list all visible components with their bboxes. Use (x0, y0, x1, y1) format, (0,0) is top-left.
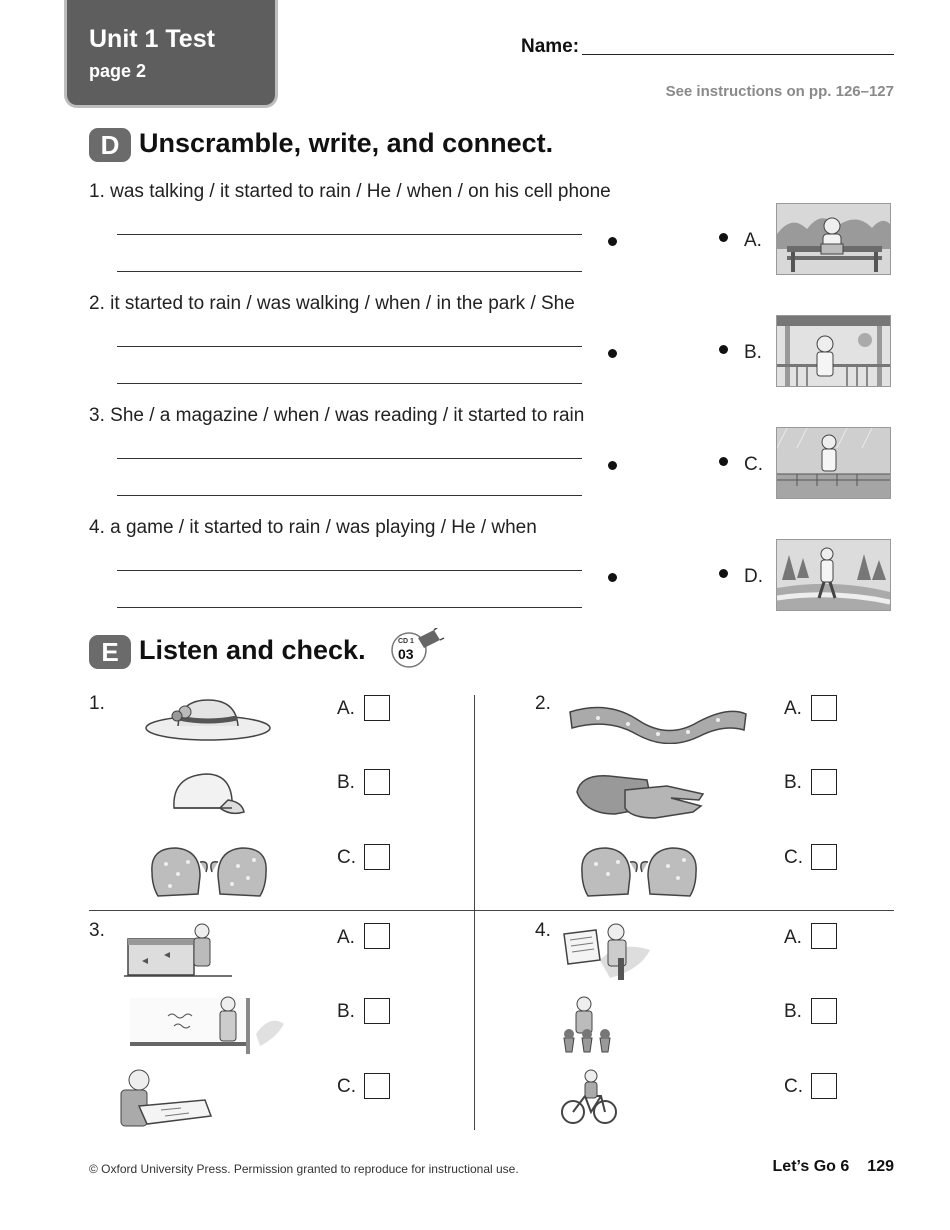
e-q2-option-a: A. (784, 698, 802, 719)
d-item-4: 4. a game / it started to rain / was playing / He / when (89, 517, 537, 538)
page-footer (773, 1158, 894, 1176)
picture-boy-riding-bicycle (561, 1068, 617, 1126)
section-d-title: Unscramble, write, and connect. (139, 128, 554, 158)
e-question-2-number: 2. (535, 693, 551, 714)
picture-boy-porch (776, 315, 891, 387)
e-q2-option-c: C. (784, 847, 803, 868)
checkbox-q2-b[interactable] (811, 769, 837, 795)
unit-title: Unit 1 Test (89, 25, 215, 53)
grid-divider-vertical (474, 695, 475, 1130)
e-q4-option-b: B. (784, 1001, 802, 1022)
e-q1-option-b: B. (337, 772, 355, 793)
page-number: 129 (867, 1158, 894, 1175)
picture-boy-tennis (776, 427, 891, 499)
answer-line[interactable] (117, 383, 582, 384)
connect-dot[interactable] (608, 573, 617, 582)
checkbox-q1-c[interactable] (364, 844, 390, 870)
picture-girl-planting-flowers (560, 994, 616, 1054)
page-label: page 2 (89, 61, 147, 81)
e-question-1-number: 1. (89, 693, 105, 714)
checkbox-q4-a[interactable] (811, 923, 837, 949)
checkbox-q3-c[interactable] (364, 1073, 390, 1099)
checkbox-q4-c[interactable] (811, 1073, 837, 1099)
checkbox-q1-a[interactable] (364, 695, 390, 721)
book-title: Let’s Go 6 (772, 1158, 850, 1175)
e-q2-option-b: B. (784, 772, 802, 793)
e-q1-option-c: C. (337, 847, 356, 868)
cd-label: CD 1 (398, 638, 414, 645)
e-question-3-number: 3. (89, 920, 105, 941)
option-b-label: B. (744, 342, 762, 363)
checkbox-q1-b[interactable] (364, 769, 390, 795)
e-q1-option-a: A. (337, 698, 355, 719)
instructions-note: See instructions on pp. 126–127 (665, 83, 894, 100)
answer-line[interactable] (117, 271, 582, 272)
connect-dot[interactable] (719, 569, 728, 578)
grid-divider-horizontal (89, 910, 894, 911)
checkbox-q3-a[interactable] (364, 923, 390, 949)
checkbox-q4-b[interactable] (811, 998, 837, 1024)
connect-dot[interactable] (719, 233, 728, 242)
connect-dot[interactable] (608, 237, 617, 246)
e-q3-option-b: B. (337, 1001, 355, 1022)
answer-line[interactable] (117, 234, 582, 235)
d-item-2: 2. it started to rain / was walking / when / in the park / She (89, 293, 575, 314)
unit-tab (67, 0, 275, 105)
picture-woman-reading-newspaper (560, 920, 652, 980)
picture-boy-drawing (117, 1066, 213, 1128)
d-item-1: 1. was talking / it started to rain / He / when / on his cell phone (89, 181, 611, 202)
d-item-3: 3. She / a magazine / when / was reading / it started to rain (89, 405, 585, 426)
option-a-label: A. (744, 230, 762, 251)
section-e-badge: E (89, 635, 131, 669)
picture-mittens (578, 842, 700, 898)
e-q3-option-a: A. (337, 927, 355, 948)
e-q3-option-c: C. (337, 1076, 356, 1097)
option-c-label: C. (744, 454, 763, 475)
connect-dot[interactable] (719, 457, 728, 466)
answer-line[interactable] (117, 570, 582, 571)
picture-boy-whiteboard (130, 994, 290, 1054)
picture-boy-fish-tank (124, 921, 234, 979)
answer-line[interactable] (117, 346, 582, 347)
picture-mittens (148, 842, 270, 898)
picture-scarf (568, 698, 748, 744)
e-q4-option-a: A. (784, 927, 802, 948)
connect-dot[interactable] (719, 345, 728, 354)
connect-dot[interactable] (608, 349, 617, 358)
picture-baseball-cap (170, 770, 246, 820)
name-label: Name: (521, 36, 580, 57)
name-field[interactable] (582, 54, 894, 55)
picture-sun-hat (145, 692, 271, 744)
option-d-label: D. (744, 566, 763, 587)
answer-line[interactable] (117, 607, 582, 608)
e-q4-option-c: C. (784, 1076, 803, 1097)
checkbox-q2-a[interactable] (811, 695, 837, 721)
connect-dot[interactable] (608, 461, 617, 470)
e-question-4-number: 4. (535, 920, 551, 941)
checkbox-q2-c[interactable] (811, 844, 837, 870)
copyright-notice: © Oxford University Press. Permission granted to reproduce for instructional use. (89, 1162, 519, 1176)
checkbox-q3-b[interactable] (364, 998, 390, 1024)
cd-track-icon (390, 628, 446, 670)
cd-track: 03 (398, 646, 414, 662)
section-e-title: Listen and check. (139, 635, 366, 665)
answer-line[interactable] (117, 495, 582, 496)
picture-woman-walking-park (776, 539, 891, 611)
picture-man-bench-phone (776, 203, 891, 275)
picture-gloves (575, 768, 707, 824)
section-d-badge: D (89, 128, 131, 162)
answer-line[interactable] (117, 458, 582, 459)
